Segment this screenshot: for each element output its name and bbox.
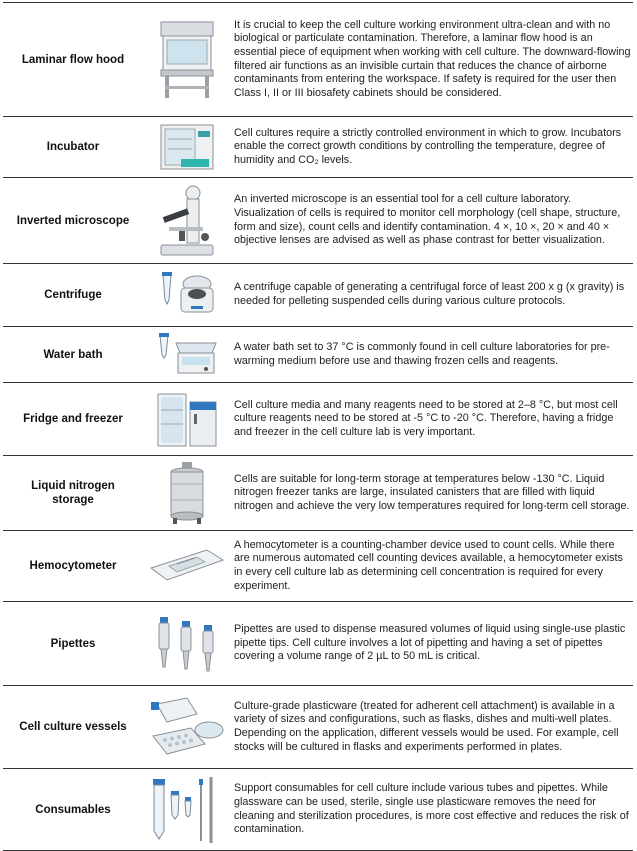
hemocytometer-icon bbox=[143, 531, 231, 601]
microscope-icon bbox=[143, 178, 231, 263]
equipment-description: Pipettes are used to dispense measured volumes of liquid using single-use plastic pipette tips. Cell culture involves a lot of pipetting and having a set of pipettes covering a volume range of 2 µL to 50 mL is critical. bbox=[234, 623, 626, 663]
water-bath-icon bbox=[143, 327, 231, 382]
equipment-description: Cell cultures require a strictly controlled environment in which to grow. Incubators enable the correct growth conditions by controlling the temperature, degree of humidity and CO₂ levels. bbox=[234, 126, 622, 166]
table-row-cell-culture-vessels bbox=[3, 686, 633, 769]
table-row-liquid-nitrogen-storage bbox=[3, 456, 633, 531]
centrifuge-icon bbox=[143, 264, 231, 326]
table-row-consumables bbox=[3, 769, 633, 851]
equipment-description: A hemocytometer is a counting-chamber device used to count cells. While there are numerous automated cell counting devices available, a hemocytometer exists in every cell culture lab as determining cell concentration is required for every experiment. bbox=[234, 538, 623, 592]
table-row-inverted-microscope bbox=[3, 178, 633, 264]
equipment-name: Fridge and freezer bbox=[23, 413, 123, 425]
equipment-name: Cell culture vessels bbox=[19, 721, 127, 733]
laminar-flow-hood-icon bbox=[143, 3, 231, 116]
liquid-nitrogen-tank-icon bbox=[143, 456, 231, 530]
table-row-water-bath bbox=[3, 327, 633, 383]
equipment-description: Support consumables for cell culture include various tubes and pipettes. While glassware can be used, sterile, single use plasticware removes the need for cleaning and sterilization procedures, is more cost effective and reduces the risk of contamination. bbox=[234, 782, 629, 836]
equipment-description: Cells are suitable for long-term storage at temperatures below -130 °C. Liquid nitrogen freezer tanks are large, insulated canisters that are filled with liquid nitrogen and achieve the very low temperatures required for long-term cell storage. bbox=[234, 472, 630, 512]
equipment-name: Incubator bbox=[46, 141, 100, 153]
equipment-name: Pipettes bbox=[50, 637, 96, 650]
equipment-description: It is crucial to keep the cell culture working environment ultra-clean and with no biological or particulate contamination. Therefore, a laminar flow hood is an essential piece of equipment when working with cell culture. The downward-flowing filtered air functions as an invisible curtain that reduces the chance of airborne contaminants from entering the workspace. If safety is required for the user then Class I, II or III biosafety cabinets should be considered. bbox=[234, 18, 631, 99]
equipment-name: Liquid nitrogen storage bbox=[31, 480, 115, 506]
equipment-description: An inverted microscope is an essential tool for a cell culture laboratory. Visualization of cells is required to monitor cell morphology (cell shape, structure, form and size), count cells and identify contamination. 4 ×, 10 ×, 20 × and 40 × objective lenses are advised as well as phase contrast for better visualization. bbox=[234, 193, 621, 247]
culture-vessels-icon bbox=[143, 686, 231, 768]
fridge-freezer-icon bbox=[143, 383, 231, 455]
equipment-description: Cell culture media and many reagents need to be stored at 2–8 °C, but most cell culture reagents need to be stored at -5 °C to -20 °C. Therefore, having a fridge and freezer in the cell culture lab is very important. bbox=[234, 398, 618, 438]
equipment-name: Laminar flow hood bbox=[21, 53, 125, 66]
equipment-name: Hemocytometer bbox=[29, 560, 117, 572]
table-row-hemocytometer bbox=[3, 531, 633, 602]
table-row-laminar-flow-hood bbox=[3, 2, 633, 117]
table-row-centrifuge bbox=[3, 264, 633, 327]
equipment-description: Culture-grade plasticware (treated for adherent cell attachment) is available in a variety of sizes and configurations, such as flasks, dishes and multi-well plates. Depending on the application, different vessels would be used. For example, cell stocks will be cultured in flasks and experiments performed in plates. bbox=[234, 699, 619, 753]
consumables-icon bbox=[143, 769, 231, 850]
equipment-description: A water bath set to 37 °C is commonly found in cell culture laboratories for pre-warming medium before use and thawing frozen cells and reagents. bbox=[234, 340, 610, 367]
equipment-name: Centrifuge bbox=[44, 289, 102, 301]
pipettes-icon bbox=[143, 602, 231, 685]
equipment-name: Water bath bbox=[43, 348, 103, 361]
equipment-description: A centrifuge capable of generating a centrifugal force of least 200 x g (x gravity) is needed for pelleting suspended cells during various culture protocols. bbox=[234, 281, 625, 307]
incubator-icon bbox=[143, 117, 231, 177]
table-row-fridge-and-freezer bbox=[3, 383, 633, 456]
equipment-name: Inverted microscope bbox=[16, 214, 130, 227]
table-row-pipettes bbox=[3, 602, 633, 686]
table-row-incubator bbox=[3, 117, 633, 178]
equipment-name: Consumables bbox=[35, 803, 111, 816]
